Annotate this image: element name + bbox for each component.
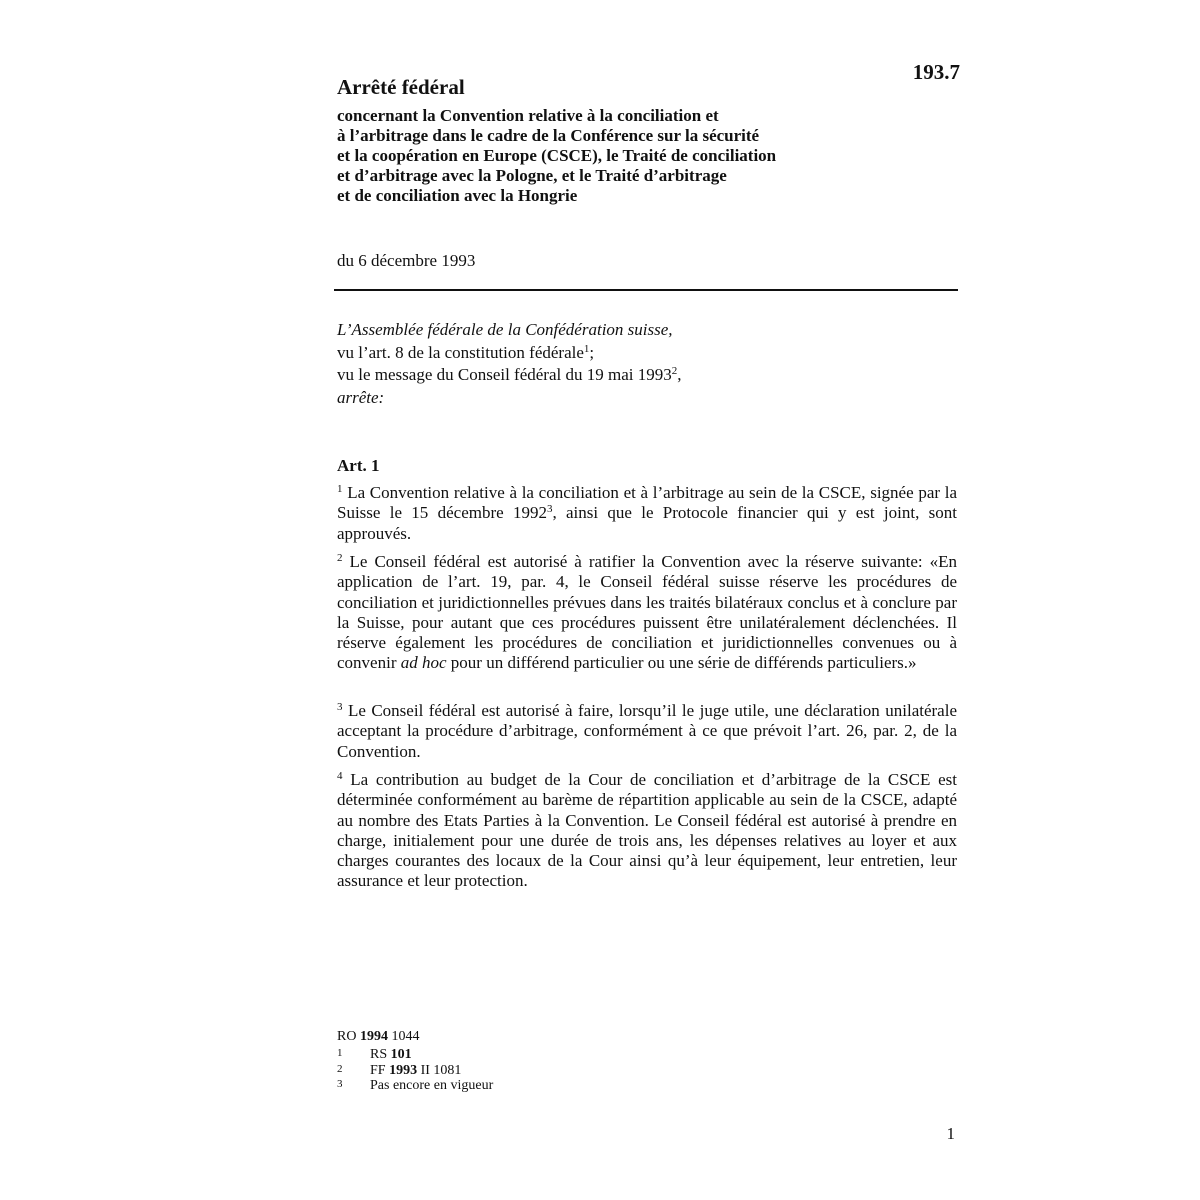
preamble-assembly: L’Assemblée fédérale de la Confédération suisse, [337, 320, 673, 339]
subject-line: et d’arbitrage avec la Pologne, et le Traité d’arbitrage [337, 166, 727, 185]
preamble [337, 319, 957, 409]
footnote-1: 1 RS 101 [337, 1047, 412, 1062]
footnote-2: 2 FF 1993 II 1081 [337, 1062, 462, 1078]
header-divider [334, 289, 958, 291]
preamble-message: vu le message du Conseil fédéral du 19 mai 1993$^2$, [337, 365, 682, 384]
preamble-constitution: vu l’art. 8 de la constitution fédérale$^1$; [337, 342, 595, 362]
ro-reference: RO 1994 1044 [337, 1029, 420, 1044]
paragraph-number: 2 [337, 552, 343, 564]
subject-line: et de conciliation avec la Hongrie [337, 186, 578, 205]
rs-number: 193.7 [912, 60, 960, 84]
article-heading: Art. 1 [337, 456, 380, 475]
article-paragraph-4: $^4$ La contribution au budget de la Cour de conciliation et d’arbitrage de la CSCE est déterminée conformément au barème de répartition applicable au sein de la CSCE, adapté au nombre des Etats Parties à la Convention. Le Conseil fédéral est autorisé à prendre en charge, initialement pour une durée de trois ans, les dépenses relatives au loyer et aux charges courantes des locaux de la Cour ainsi qu’à leur équipement, leur entretien, leur assurance et leur protection. [337, 770, 957, 891]
footnote-ref-1[interactable]: 1 [583, 342, 590, 355]
act-date: du 6 décembre 1993 [337, 251, 476, 270]
preamble-arrete: arrête: [337, 387, 385, 407]
footnote-ref-2[interactable]: 2 [671, 365, 678, 377]
page-number: 1 [946, 1124, 955, 1143]
article-paragraph-2: $^2$ Le Conseil fédéral est autorisé à ratifier la Convention avec la réserve suivante: «En application de l’art. 19, par. 4, le Conseil fédéral suisse réserve les procédures de conciliation et juridictionnelles prévues dans les traités bilatéraux conclus et à conclure par la Suisse, pour autant que ces procédures puissent être unilatéralement déclenchées. Il réserve également les procédures de conciliation et juridictionnelles convenues ou à convenir ad hoc pour un différend particulier ou une série de différends particuliers.» [337, 552, 957, 673]
act-title: Arrêté fédéral [337, 75, 465, 99]
footnotes [337, 1047, 493, 1094]
paragraph-number: 4 [337, 770, 343, 782]
article-paragraph-3: $^3$ Le Conseil fédéral est autorisé à faire, lorsqu’il le juge utile, une déclaration unilatérale acceptant la procédure d’arbitrage, conformément à ce que prévoit l’art. 26, par. 2, de la Convention. [337, 701, 957, 761]
paragraph-number: 1 [337, 483, 343, 495]
subject-line: concernant la Convention relative à la conciliation et [337, 106, 719, 125]
footnote-ref-3[interactable]: 3 [546, 503, 553, 516]
footnote-3: 3 Pas encore en vigueur [337, 1078, 494, 1093]
subject-line: à l’arbitrage dans le cadre de la Conférence sur la sécurité [337, 126, 760, 145]
act-subject [337, 106, 957, 206]
article-paragraph-1: $^1$ La Convention relative à la conciliation et à l’arbitrage au sein de la CSCE, signée par la Suisse le 15 décembre 1992$^3$, ainsi que le Protocole financier qui y est joint, sont approuvés. [337, 483, 957, 543]
paragraph-number: 3 [337, 701, 343, 713]
subject-line: et la coopération en Europe (CSCE), le Traité de conciliation [337, 146, 777, 165]
